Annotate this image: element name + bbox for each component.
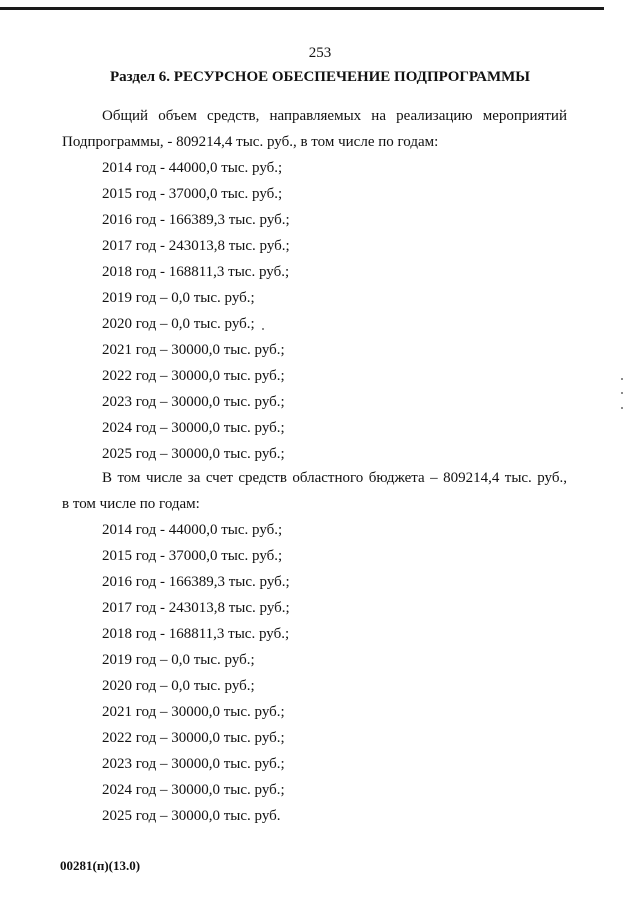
page-number: 253 bbox=[308, 45, 332, 61]
list-item: 2020 год – 0,0 тыс. руб.; bbox=[102, 316, 255, 332]
list-item: 2016 год - 166389,3 тыс. руб.; bbox=[102, 574, 290, 590]
total-funding-by-year-list bbox=[102, 155, 290, 467]
list-item: 2021 год – 30000,0 тыс. руб.; bbox=[102, 342, 285, 358]
list-item: 2019 год – 0,0 тыс. руб.; bbox=[102, 652, 255, 668]
document-code: 00281(п)(13.0) bbox=[60, 858, 141, 873]
section-title: Раздел 6. РЕСУРСНОЕ ОБЕСПЕЧЕНИЕ ПОДПРОГРАММЫ bbox=[109, 69, 531, 85]
intro-first-line: Общий объем средств, направляемых на реализацию мероприятий bbox=[102, 108, 567, 124]
scan-speck bbox=[621, 378, 623, 380]
regional-funding-by-year-list bbox=[102, 517, 290, 829]
list-item: 2014 год - 44000,0 тыс. руб.; bbox=[102, 160, 283, 176]
top-border-rule bbox=[0, 7, 604, 10]
list-item: 2017 год - 243013,8 тыс. руб.; bbox=[102, 600, 290, 616]
regional-first-line: В том числе за счет средств областного бюджета – 809214,4 тыс. руб., bbox=[102, 470, 567, 486]
list-item: 2019 год – 0,0 тыс. руб.; bbox=[102, 290, 255, 306]
list-item: 2017 год - 243013,8 тыс. руб.; bbox=[102, 238, 290, 254]
list-item: 2018 год - 168811,3 тыс. руб.; bbox=[102, 264, 290, 280]
scan-speck bbox=[262, 328, 264, 330]
scan-speck bbox=[621, 407, 623, 409]
list-item: 2014 год - 44000,0 тыс. руб.; bbox=[102, 522, 283, 538]
scan-speck bbox=[621, 392, 623, 394]
list-item: 2023 год – 30000,0 тыс. руб.; bbox=[102, 756, 285, 772]
list-item: 2015 год - 37000,0 тыс. руб.; bbox=[102, 548, 283, 564]
regional-budget-paragraph bbox=[62, 465, 567, 517]
list-item: 2021 год – 30000,0 тыс. руб.; bbox=[102, 704, 285, 720]
list-item: 2025 год – 30000,0 тыс. руб. bbox=[102, 808, 281, 824]
list-item: 2015 год - 37000,0 тыс. руб.; bbox=[102, 186, 283, 202]
list-item: 2016 год - 166389,3 тыс. руб.; bbox=[102, 212, 290, 228]
intro-second-line: Подпрограммы, - 809214,4 тыс. руб., в том числе по годам: bbox=[62, 134, 439, 150]
intro-paragraph bbox=[62, 103, 567, 155]
list-item: 2023 год – 30000,0 тыс. руб.; bbox=[102, 394, 285, 410]
regional-second-line: в том числе по годам: bbox=[62, 496, 200, 512]
list-item: 2022 год – 30000,0 тыс. руб.; bbox=[102, 730, 285, 746]
list-item: 2024 год – 30000,0 тыс. руб.; bbox=[102, 782, 285, 798]
list-item: 2020 год – 0,0 тыс. руб.; bbox=[102, 678, 255, 694]
list-item: 2022 год – 30000,0 тыс. руб.; bbox=[102, 368, 285, 384]
list-item: 2024 год – 30000,0 тыс. руб.; bbox=[102, 420, 285, 436]
list-item: 2018 год - 168811,3 тыс. руб.; bbox=[102, 626, 290, 642]
list-item: 2025 год – 30000,0 тыс. руб.; bbox=[102, 446, 285, 462]
